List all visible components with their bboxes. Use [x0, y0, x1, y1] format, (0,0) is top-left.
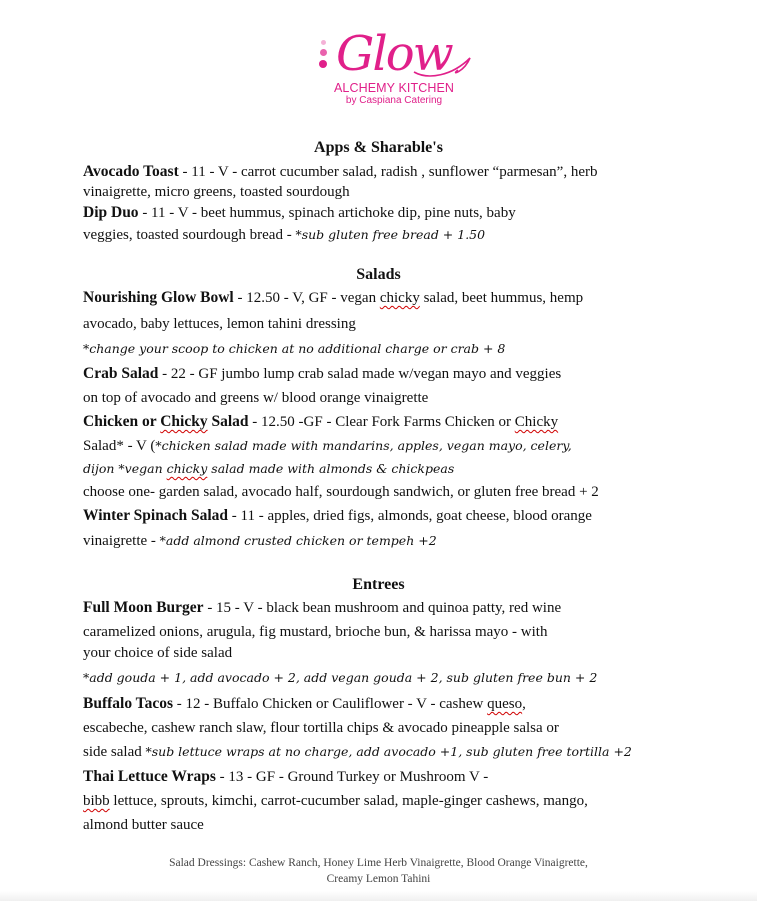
menu-item-full-moon-burger: Full Moon Burger - 15 - V - black bean mushroom and quinoa patty, red wine — [83, 599, 562, 616]
menu-item-winter-spinach: Winter Spinach Salad - 11 - apples, dried figs, almonds, goat cheese, blood orange — [83, 507, 592, 524]
menu-item-desc: avocado, baby lettuces, lemon tahini dressing — [83, 316, 356, 332]
menu-item-dip-duo: Dip Duo - 11 - V - beet hummus, spinach artichoke dip, pine nuts, baby — [83, 204, 516, 221]
menu-item-desc: caramelized onions, arugula, fig mustard, brioche bun, & harissa mayo - with — [83, 624, 548, 640]
menu-item-thai-lettuce-wraps: Thai Lettuce Wraps - 13 - GF - Ground Turkey or Mushroom V - — [83, 768, 489, 785]
menu-item-desc: side salad *sub lettuce wraps at no charge, add avocado +1, sub gluten free tortilla +2 — [83, 744, 632, 760]
menu-item-glow-bowl: Nourishing Glow Bowl - 12.50 - V, GF - vegan chicky salad, beet hummus, hemp — [83, 289, 584, 306]
menu-item-desc: choose one- garden salad, avocado half, sourdough sandwich, or gluten free bread + 2 — [83, 484, 599, 500]
menu-item-note: *change your scoop to chicken at no additional charge or crab + 8 — [83, 341, 506, 356]
menu-item-note: *add gouda + 1, add avocado + 2, add vegan gouda + 2, sub gluten free bun + 2 — [83, 670, 598, 685]
logo-tagline: ALCHEMY KITCHEN — [333, 81, 455, 95]
menu-item-crab-salad: Crab Salad - 22 - GF jumbo lump crab salad made w/vegan mayo and veggies — [83, 365, 562, 382]
logo-wordmark: Glow — [336, 26, 452, 82]
logo-swoosh-icon — [412, 50, 474, 80]
menu-item-desc: Salad* - V (*chicken salad made with mandarins, apples, vegan mayo, celery, — [83, 438, 572, 454]
menu-item-note: dijon *vegan chicky salad made with almonds & chickpeas — [83, 461, 455, 476]
salad-dressings-note: Salad Dressings: Cashew Ranch, Honey Lime Herb Vinaigrette, Blood Orange Vinaigrette, Creamy Lemon Tahini — [169, 857, 588, 885]
section-title-apps: Apps & Sharable's — [314, 139, 443, 156]
menu-item-desc: veggies, toasted sourdough bread - *sub gluten free bread + 1.50 — [83, 227, 486, 243]
menu-item-buffalo-tacos: Buffalo Tacos - 12 - Buffalo Chicken or Cauliflower - V - cashew queso, — [83, 695, 526, 712]
menu-item-desc: vinaigrette - *add almond crusted chicken or tempeh +2 — [83, 533, 437, 549]
menu-item-desc: vinaigrette, micro greens, toasted sourdough — [83, 184, 350, 200]
logo-dots — [319, 40, 327, 72]
menu-item-chicken-salad: Chicken or Chicky Salad - 12.50 -GF - Clear Fork Farms Chicken or Chicky — [83, 413, 559, 430]
menu-item-desc: bibb lettuce, sprouts, kimchi, carrot-cucumber salad, maple-ginger cashews, mango, — [83, 793, 588, 809]
section-title-salads: Salads — [356, 266, 401, 283]
menu-item-desc: on top of avocado and greens w/ blood orange vinaigrette — [83, 390, 429, 406]
menu-item-desc: your choice of side salad — [83, 645, 233, 661]
menu-item-desc: almond butter sauce — [83, 817, 204, 833]
brand-logo — [312, 26, 477, 112]
logo-subtagline: by Caspiana Catering — [345, 95, 443, 106]
menu-item-avocado-toast: Avocado Toast - 11 - V - carrot cucumber salad, radish , sunflower “parmesan”, herb — [83, 163, 598, 180]
menu-item-desc: escabeche, cashew ranch slaw, flour tortilla chips & avocado pineapple salsa or — [83, 720, 559, 736]
page-bottom-edge — [0, 891, 757, 901]
section-title-entrees: Entrees — [352, 576, 405, 593]
